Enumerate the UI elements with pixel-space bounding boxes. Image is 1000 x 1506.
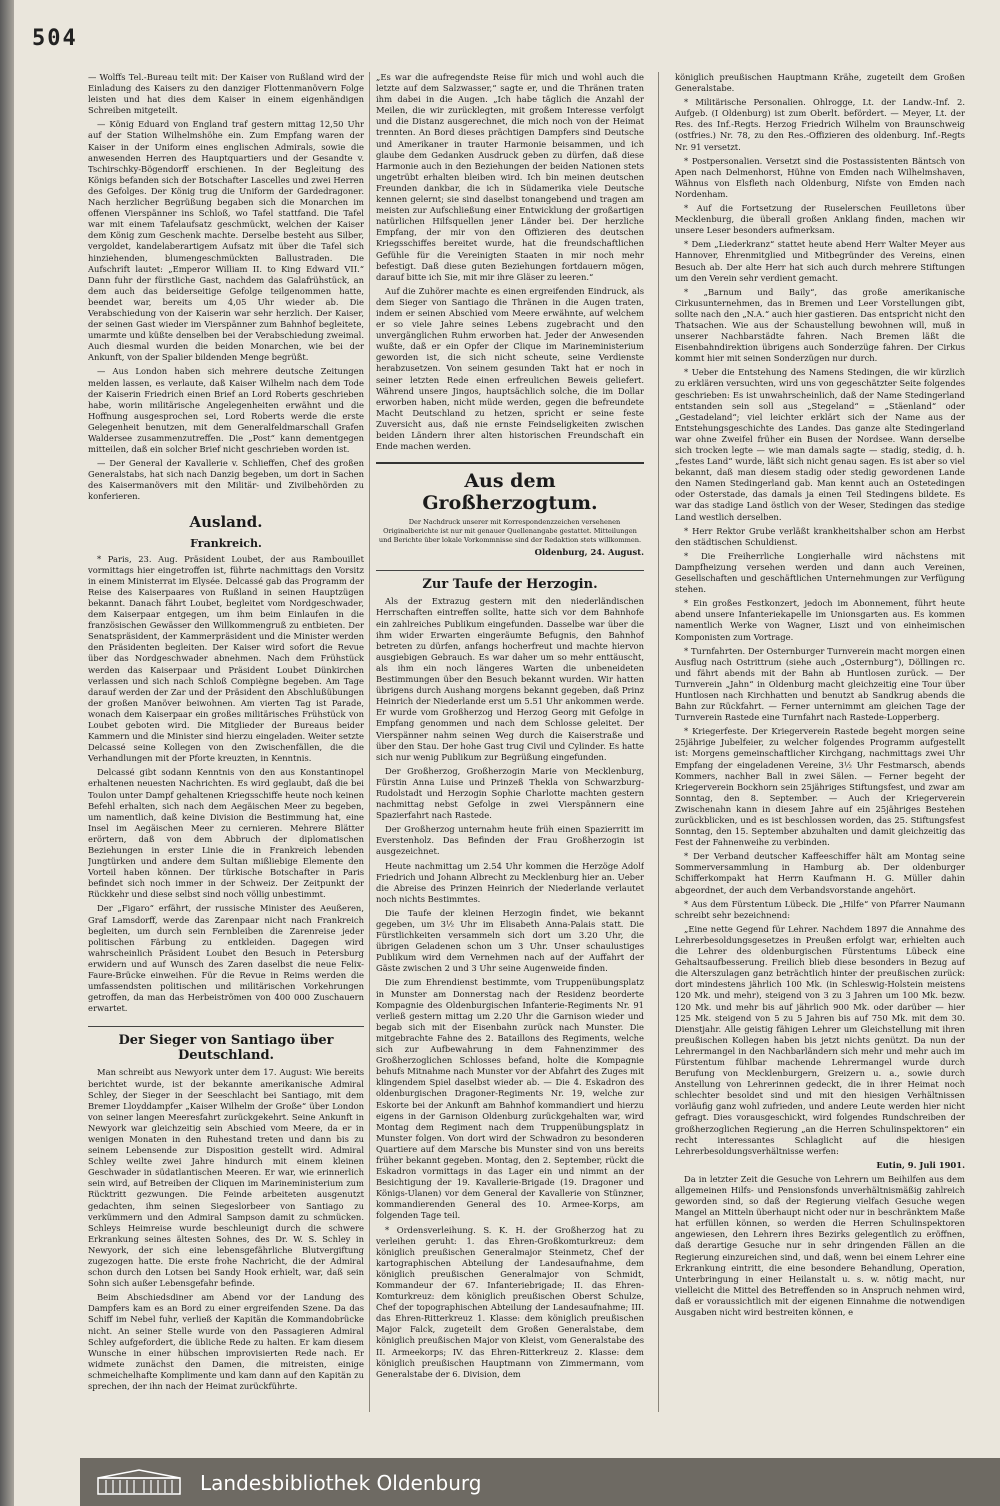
- article-paragraph: * Aus dem Fürstentum Lübeck. Die „Hilfe“ von Pfarrer Naumann schreibt sehr bezeichnend:: [675, 898, 965, 920]
- article-paragraph: * Der Verband deutscher Kaffeeschiffer hält am Montag seine Sommerversammlung in Hamburg ab. Der oldenburger Schifferkompakt hat Herrn Kaufmann H. G. Müller dahin abgeordnet, der auch dem Verbandsvorstande angehört.: [675, 851, 965, 895]
- article-paragraph: „Eine nette Gegend für Lehrer. Nachdem 1897 die Annahme des Lehrerbesoldungsgesetzes in Preußen erfolgt war, erhielten auch die Lehrer des oldenburgischen Fürstentums Lübeck eine Gehaltsaufbesserung. Freilich blieb diese besonders in Bezug auf die Alterszulagen ganz beträchtlich hinter der preußischen zurück: dort mindestens jährlich 100 Mk. (in Schleswig-Holstein meistens 120 Mk. und mehr), steigend von 3 zu 3 Jahren um 100 Mk. bezw. 120 Mk. und mehr bis auf jährlich 900 Mk. oder darüber — hier 125 Mk. steigend von 5 zu 5 Jahren bis auf 750 Mk. mit dem 30. Dienstjahr. Alle geistig fähigen Lehrer um Gleichstellung mit ihren preußischen Kollegen haben bis jetzt nichts genützt. Da nun der Lehrermangel in den Nachbarländern sich mehr und mehr auch im Fürstentum fühlbar machende Lehrermangel wurde durch Berufung von Mecklenburgern, Greizern u. a., sowie durch Anstellung von Lehrerinnen gedeckt, die in ihrer Heimat noch schlechter besoldet sind und mit den hiesigen Verhältnissen vorläufig ganz wohl zufrieden, und andere Leute werden hier nicht gefragt. Dies vorausgeschickt, wird folgendes Rundschreiben der großherzoglichen Regierung „an die Herren Schulinspektoren“ ein recht interessantes Schlaglicht auf die hiesigen Lehrerbesoldungsverhältnisse werfen:: [675, 923, 965, 1156]
- article-paragraph: „Es war die aufregendste Reise für mich und wohl auch die letzte auf dem Salzwasser,“ sagte er, und die Thränen traten ihm dabei in die Augen. „Ich habe täglich die Anzahl der Meilen, die wir zurücklegten, mit großem Interesse verfolgt und die Distanz ausgerechnet, die mich noch von der Heimat trennten. An Bord dieses prächtigen Dampfers sind Deutsche und Amerikaner in trauter Harmonie beisammen, und ich glaube dem Gedanken Ausdruck geben zu dürfen, daß diese Harmonie auch in den Beziehungen der beiden Nationen stets ungetrübt erhalten bleiben wird. Ich bin meinen deutschen Freunden dankbar, die ich in Südamerika viele Deutsche kennen gelernt; sie sind daselbst tonangebend und tragen am meisten zur Aufschließung einer Entwicklung der großartigen natürlichen Hilfsquellen jener Länder bei. Der herzliche Empfang, der mir von den Offizieren des deutschen Kriegsschiffes bereitet wurde, hat die freundschaftlichen Gefühle für die Vereinigten Staaten in mir noch mehr befestigt. Daß diese guten Beziehungen fortdauern mögen, darauf bitte ich Sie, mit mir ihre Gläser zu leeren.“: [376, 72, 644, 282]
- reprint-note: Der Nachdruck unserer mit Korrespondenzzeichen versehenen Originalberichte ist nur mit genauer Quellenangabe gestattet. Mitteilungen und Berichte über lokale Vorkommnisse sind der Redaktion stets willkommen.: [378, 518, 642, 544]
- article-paragraph: * Die Freiherrliche Longierhalle wird nächstens mit Dampfheizung versehen werden und dann auch Vereinen, Gesellschaften und geschäftlichen Unternehmungen zur Verfügung stehen.: [675, 550, 965, 595]
- page-number: 504: [32, 26, 78, 51]
- article-paragraph: — Aus London haben sich mehrere deutsche Zeitungen melden lassen, es verlaute, daß Kaiser Wilhelm nach dem Tode der Kaiserin Friedrich einen Brief an Lord Roberts geschrieben habe, worin militärische Angelegenheiten erwähnt und die Hoffnung ausgesprochen sei, Lord Roberts werde die erste Gelegenheit benutzen, mit dem Generalfeldmarschall Grafen Waldersee zusammenzutreffen. Die „Post“ kann dementgegen mitteilen, daß ein solcher Brief nicht geschrieben worden ist.: [88, 366, 364, 455]
- library-building-icon: [96, 1468, 182, 1496]
- article-paragraph: Heute nachmittag um 2.54 Uhr kommen die Herzöge Adolf Friedrich und Johann Albrecht zu Mecklenburg hier an. Ueber die Abreise des Prinzen Heinrich der Niederlande verlautet noch nichts Bestimmtes.: [376, 860, 644, 904]
- column-rule: [658, 72, 659, 1412]
- article-paragraph: — Der General der Kavallerie v. Schlieffen, Chef des großen Generalstabs, hat sich nach Danzig begeben, um dort in Sachen des Kaisermanövers mit den Militär- und Zivilbehörden zu konferieren.: [88, 458, 364, 502]
- article-paragraph: Der „Figaro“ erfährt, der russische Minister des Aeußeren, Graf Lamsdorff, werde das Zarenpaar nicht nach Frankreich begleiten, um durch sein Fernbleiben die Zarenreise jeder politischen Färbung zu entkleiden. Dagegen wird wahrscheinlich Präsident Loubet den Besuch in Petersburg erwidern und auf Wunsch des Zaren daselbst die neue Felix-Faure-Brücke einweihen. Für die Revue in Reims werden die umfassendsten politischen und militärischen Vorkehrungen getroffen, da man das Herbeiströmen von 400 000 Zuschauern erwartet.: [88, 903, 364, 1014]
- headline-taufe-der-herzogin: Zur Taufe der Herzogin.: [376, 570, 644, 592]
- headline-sieger-von-santiago: Der Sieger von Santiago über Deutschland.: [88, 1026, 364, 1063]
- article-paragraph: Auf die Zuhörer machte es einen ergreifenden Eindruck, als dem Sieger von Santiago die Thränen in die Augen traten, indem er seinen Abschied vom Meere erwähnte, auf welchem er so viele Jahre seines Lebens zugebracht und den unvergänglichen Ruhm erworben hat. Jeder der Anwesenden wußte, daß er ein Opfer der Clique im Marineministerium geworden ist, die sich nicht scheute, seine Verdienste herabzusetzen. Von seinem gesunden Takt hat er noch in seiner letzten Rede einen erfreulichen Beweis geliefert. Während unsere Jingos, hauptsächlich solche, die im Dollar erworben haben, nicht müde werden, gegen die befreundete Macht Deutschland zu hetzen, spricht er seine feste Zuversicht aus, daß nie ernste Feindseligkeiten zwischen beiden Ländern ihrer alten historischen Freundschaft ein Ende machen werden.: [376, 285, 644, 452]
- section-heading-ausland: Ausland.: [189, 512, 263, 531]
- article-paragraph: — Wolffs Tel.-Bureau teilt mit: Der Kaiser von Rußland wird der Einladung des Kaisers zu den danziger Flottenmanövern Folge leisten und hat dies dem Kaiser in einem eigenhändigen Schreiben mitgeteilt.: [88, 72, 364, 116]
- article-paragraph: Man schreibt aus Newyork unter dem 17. August: Wie bereits berichtet wurde, ist der bekannte amerikanische Admiral Schley, der Sieger in der Seeschlacht bei Santiago, mit dem Bremer Lloyddampfer „Kaiser Wilhelm der Große“ über London von seiner langen Meeresfahrt zurückgekehrt. Seine Ankunft in Newyork war gleichzeitig sein Abschied vom Meere, da er in wenigen Monaten in den Ruhestand treten und dann bis zu seinem Lebensende zur Disposition gestellt wird. Admiral Schley weilte zwei Jahre hindurch mit einem kleinen Geschwader in südatlantischen Meeren. Er war, wie erinnerlich sein wird, auf Betreiben der Cliquen im Marineministerium zum Rücktritt gezwungen. Die Feinde arbeiteten ausgenutzt gedachten, ihm seinen Siegeslorbeer von Santiago zu verkümmern und den Admiral Sampson damit zu schmücken. Schleys Heimreise wurde beschleunigt durch die schwere Erkrankung seines ältesten Sohnes, des Dr. W. S. Schley in Newyork, der sich eine lebensgefährliche Blutvergiftung zugezogen hatte. Die erste frohe Nachricht, die der Admiral schon durch den Lotsen bei Sandy Hook erhielt, war, daß sein Sohn sich außer Lebensgefahr befinde.: [88, 1067, 364, 1289]
- library-name: Landesbibliothek Oldenburg: [200, 1471, 482, 1495]
- library-footer-bar: [80, 1458, 1000, 1506]
- article-paragraph: Der Großherzog unternahm heute früh einen Spazierritt im Everstenholz. Das Befinden der Frau Großherzogin ist ausgezeichnet.: [376, 824, 644, 857]
- article-paragraph: * Ueber die Entstehung des Namens Stedingen, die wir kürzlich zu erklären versuchten, wird uns von gegeschätzter Seite folgendes geschrieben: Es ist unwahrscheinlich, daß der Name Stedingerland entstanden sein soll aus „Stegeland“ = „Stäenland“ oder „Gestadeland“; viel leichter erklärt sich der Name aus der Entstehungsgeschichte des Landes. Das ganze alte Stedingerland war ohne Zweifel früher ein Busen der Nordsee. Wann derselbe sich trocken legte — wie man damals sagte — stadig, stedig, d. h. „festes Land“ wurde, läßt sich nicht genau sagen. Es ist aber so viel bekannt, daß man diesem stadig oder stedig gewordenen Lande den Namen Stedingerland gab. Man kennt auch an Ostetedingen oder Osterstade, das damals ja einen Teil Stedingens bildete. Es war das stadige Land östlich von der Weser, Stedingen das stedige Land westlich derselben.: [675, 367, 965, 522]
- article-paragraph: Der Großherzog, Großherzogin Marie von Mecklenburg, Fürstin Anna Luise und Prinzeß Thekla von Schwarzburg-Rudolstadt und Herzogin Sophie Charlotte machten gestern nachmittag nebst Gefolge in zwei Vierspännern eine Spazierfahrt nach Rastede.: [376, 765, 644, 821]
- article-paragraph: * Postpersonalien. Versetzt sind die Postassistenten Bäntsch von Apen nach Delmenhorst, Hühne von Emden nach Wilhelmshaven, Wähnus von Elsfleth nach Oldenburg, Nifste von Emden nach Nordenham.: [675, 155, 965, 199]
- column-3: [675, 72, 965, 1412]
- section-heading-grossherzogtum: Aus dem Großherzogtum.: [376, 462, 644, 514]
- article-paragraph: * Ein großes Festkonzert, jedoch im Abonnement, führt heute abend unsere Infanteriekapelle im Unionsgarten aus. Es kommen namentlich Werke von Wagner, Liszt und von einheimischen Komponisten zum Vortrage.: [675, 598, 965, 642]
- article-paragraph: * Herr Rektor Grube verläßt krankheitshalber schon am Herbst den städtischen Schuldienst.: [675, 525, 965, 547]
- article-paragraph: * Auf die Fortsetzung der Ruselerschen Feuilletons über Mecklenburg, die überall großen Anklang finden, machen wir unsere Leser besonders aufmerksam.: [675, 203, 965, 236]
- subheading-frankreich: Frankreich.: [190, 536, 262, 550]
- book-binding-edge: [0, 0, 14, 1506]
- column-1: [88, 72, 364, 1412]
- letter-date: Eutin, 9. Juli 1901.: [876, 1159, 965, 1170]
- article-paragraph: * Kriegerfeste. Der Kriegerverein Rastede begeht morgen seine 25jährige Jubelfeier, zu welcher folgendes Programm aufgestellt ist: Morgens gemeinschaftlicher Kirchgang, nachmittags zwei Uhr Empfang der eingeladenen Vereine, 3½ Uhr Festmarsch, abends Kommers, nachher Ball in zwei Sälen. — Ferner begeht der Kriegerverein Bockhorn sein 25jähriges Stiftungsfest, und zwar am Sonntag, den 8. September. — Auch der Kriegerverein Zwischenahn kann in diesem Jahre auf ein 25jähriges Bestehen zurückblicken, und es ist beschlossen worden, das 25. Stiftungsfest Sonntag, den 15. September abzuhalten und damit gleichzeitig das Fest der Fahnenweihe zu verbinden.: [675, 726, 965, 848]
- article-paragraph: * Dem „Liederkranz“ stattet heute abend Herr Walter Meyer aus Hannover, Ehrenmitglied und Mitbegründer des Vereins, einen Besuch ab. Der alte Herr hat sich auch durch mehrere Stiftungen um den Verein sehr verdient gemacht.: [675, 239, 965, 283]
- column-rule: [369, 72, 370, 1412]
- article-paragraph: Beim Abschiedsdiner am Abend vor der Landung des Dampfers kam es an Bord zu einer ergreifenden Szene. Da das Schiff im Nebel fuhr, verließ der Kapitän die Kommandobrücke nicht. An seiner Stelle wurde von den Passagieren Admiral Schley aufgefordert, die übliche Rede zu halten. Er kam diesem Wunsche in einer hübschen improvisierten Rede nach. Er widmete zunächst den Damen, die mitreisten, einige schmeichelhafte Komplimente und kam dann auf den Kapitän zu sprechen, der ihn nach der Heimat zurückführte.: [88, 1292, 364, 1392]
- column-2: [376, 72, 644, 1412]
- article-paragraph: Delcassé gibt sodann Kenntnis von den aus Konstantinopel erhaltenen neuesten Nachrichten. Es wird geglaubt, daß die bei Toulon unter Dampf gehaltenen Kriegsschiffe heute noch keinen Befehl erhalten, sich nach dem Aegäischen Meer zu begeben, um namentlich, daß keine Division die Bestimmung hat, eine Insel im Aegäischen Meer zu cernieren. Mehrere Blätter erörtern, daß von dem Abbruch der diplomatischen Beziehungen in erster Linie die in Frankreich lebenden Jungtürken und andere dem Sultan mißliebige Elemente den Vorteil haben können. Der türkische Botschafter in Paris befindet sich noch immer in der Schweiz. Der Zeitpunkt der Rückkehr und diese selbst sind noch völlig unbestimmt.: [88, 767, 364, 900]
- article-paragraph: * Turnfahrten. Der Osternburger Turnverein macht morgen einen Ausflug nach Ostrittrum (siehe auch „Osternburg“), Döllingen rc. und fährt abends mit der Bahn ab Huntlosen zurück. — Der Turnverein „Jahn“ in Oldenburg macht gleichzeitig eine Tour über Huntlosen nach Kirchhatten und benutzt ab Sandkrug abends die Bahn zur Rückfahrt. — Ferner unternimmt am gleichen Tage der Turnverein Rastede eine Turnfahrt nach Rastede-Lopperberg.: [675, 645, 965, 723]
- dateline: Oldenburg, 24. August.: [534, 547, 644, 558]
- article-paragraph: Die zum Ehrendienst bestimmte, vom Truppenübungsplatz in Munster am Donnerstag nach der Residenz beorderte Kompagnie des Oldenburgischen Infanterie-Regiments Nr. 91 verließ gestern mittag um 2.20 Uhr die Garnison wieder und begab sich mit der Eisenbahn zurück nach Munster. Die mitgebrachte Fahne des 2. Bataillons des Regiments, welche sich zur Aufbewahrung in dem Fahnenzimmer des Großherzoglichen Schlosses befand, holte die Kompagnie behufs Mitnahme nach Munster vor der Abfahrt des Zuges mit klingendem Spiel daselbst wieder ab. — Die 4. Eskadron des oldenburgischen Dragoner-Regiments Nr. 19, welche zur Eskorte bei der Ankunft am Bahnhof kommandiert und hierzu eigens in der Garnison Oldenburg zurückgehalten war, wird Montag dem Regiment nach dem Truppenübungsplatz in Munster folgen. Von dort wird der Schwadron zu besonderen Quartiere auf dem Marsche bis Munster sind von uns bereits früher bekannt gegeben. Montag, den 2. September, rückt die Eskadron vormittags in das Lager ein und nimmt an der Besichtigung der 19. Kavallerie-Brigade (19. Dragoner und Königs-Ulanen) vor dem General der Kavallerie von Stünzner, kommandierenden General des 10. Armee-Korps, am folgenden Tage teil.: [376, 977, 644, 1221]
- article-paragraph: Da in letzter Zeit die Gesuche von Lehrern um Beihilfen aus dem allgemeinen Hilfs- und Pensionsfonds unverhältnismäßig zahlreich geworden sind, so daß der Regierung vielfach Gesuche wegen Mangel an Mitteln überhaupt nicht oder nur in beschränktem Maße hat erfüllen können, so werden die Herren Schulinspektoren angewiesen, den Lehrern ihres Bezirks gelegentlich zu eröffnen, daß derartige Gesuche nur in sehr dringenden Fällen an die Regierung einzureichen sind, und daß, wenn bei einem Lehrer eine Erkrankung eintritt, die eine besondere Behandlung, Operation, Unterbringung in einer Heilanstalt u. s. w. nötig macht, nur vielleicht die Mittel des Betreffenden so in Anspruch nehmen wird, daß er voraussichtlich mit der eigenen Einnahme die notwendigen Ausgaben nicht wird bestreiten können, e: [675, 1173, 965, 1318]
- article-paragraph: * „Barnum und Baily“, das große amerikanische Cirkusunternehmen, das in Bremen und Leer Vorstellungen gibt, sollte nach den „N.A.“ auch hier gastieren. Das entspricht nicht den Thatsachen. Wie aus der Schaustellung bewohnen will, muß in unserer Nachbarstädte fahren. Nach Bremen läßt die Eisenbahndirektion übrigens auch Sonderzüge fahren. Der Cirkus kommt hier mit seinen Sonderzügen nur durch.: [675, 286, 965, 364]
- article-paragraph: Als der Extrazug gestern mit den niederländischen Herrschaften eintreffen sollte, hatte sich vor dem Bahnhofe ein zahlreiches Publikum eingefunden. Dasselbe war über die ihm wider Erwarten eingeräumte Befugnis, den Bahnhof betreten zu dürfen, anfangs hocherfreut und machte hiervon ausgiebigen Gebrauch. Es war daher um so mehr enttäuscht, als ihm ein noch längeres Warten die unbeneideten Bestimmungen über den Besuch bekannt wurden. Wir hatten übrigens durch Aushang morgens bekannt gegeben, daß Prinz Heinrich der Niederlande erst um 5.51 Uhr ankommen werde. Er wurde vom Großherzog und Herzog Georg mit Gefolge in Empfang genommen und nach dem Schlosse geleitet. Der Vierspänner nahm seinen Weg durch die Kaiserstraße und über den Stau. Der hohe Gast trug Civil und Cylinder. Es hatte sich nur wenig Publikum zur Begrüßung eingefunden.: [376, 596, 644, 762]
- article-paragraph: Die Taufe der kleinen Herzogin findet, wie bekannt gegeben, um 3½ Uhr im Elisabeth Anna-Palais statt. Die Fürstlichkeiten versammeln sich dort um 3.20 Uhr, die übrigen Geladenen schon um 3 Uhr. Unser schaulustiges Publikum wird dem Vernehmen nach auf der Auffahrt der Gäste zwischen 2 und 3 Uhr seine Augenweide finden.: [376, 907, 644, 974]
- article-paragraph: * Militärische Personalien. Ohlrogge, Lt. der Landw.-Inf. 2. Aufgeb. (I Oldenburg) ist zum Oberlt. befördert. — Meyer, Lt. der Res. des Inf.-Regts. Herzog Friedrich Wilhelm von Braunschweig (ostfries.) Nr. 78, zu den Res.-Offizieren des oldenburg. Inf.-Regts Nr. 91 versetzt.: [675, 97, 965, 152]
- article-paragraph: — König Eduard von England traf gestern mittag 12,50 Uhr auf der Station Wilhelmshöhe ein. Zum Empfang waren der Kaiser in der Uniform eines englischen Admirals, sowie die anwesenden Herren des Hauptquartiers und der Gesandte v. Tschirschky-Bögendorff erschienen. In der Begleitung des Königs befanden sich der Botschafter Lascelles und zwei Herren des Gefolges. Der König trug die Uniform der Gardedragoner. Nach herzlicher Begrüßung begaben sich die Monarchen im offenen Vierspänner ins Schloß, wo Tafel stattfand. Die Tafel war mit einem Tafelaufsatz geschmückt, welchen der Kaiser dem König zum Geschenk machte. Derselbe besteht aus Silber, vergoldet, kandelaberartigem Aufsatz mit über die Tafel sich hinziehenden, blumengeschmückten Ballustraden. Die Aufschrift lautet: „Emperor William II. to King Edward VII.“ Dann fuhr der fürstliche Gast, nachdem das Galafrühstück, an dem auch das beiderseitige Gefolge teilgenommen hatte, beendet war, bereits um 4,05 Uhr wieder ab. Die Verabschiedung von der Kaiserin war sehr herzlich. Der Kaiser, der seinen Gast wieder im Vierspänner zum Bahnhof begleitete, umarmte und küßte denselben bei der Verabschiedung zweimal. Auch diesmal wurden die beiden Monarchen, wie bei der Ankunft, von der Spalier bildenden Menge begrüßt.: [88, 119, 364, 363]
- article-paragraph: * Paris, 23. Aug. Präsident Loubet, der aus Rambouillet vormittags hier eingetroffen ist, führte nachmittags den Vorsitz in einem Ministerrat im Elysée. Delcassé gab das Programm der Reise des Kaiserpaares von Rußland in seinen Hauptzügen bekannt. Danach fährt Loubet, begleitet vom Nordgeschwader, dem Kaiserpaar entgegen, um ihm beim Einlaufen in die französischen Gewässer den Willkommengruß zu entbieten. Der Senatspräsident, der Kammerpräsident und die Minister werden den Präsidenten begleiten. Der Kaiser wird sofort die Revue über das Nordgeschwader abnehmen. Nach dem Frühstück werden das Kaiserpaar und Präsident Loubet Dünkirchen verlassen und sich nach Schloß Compiègne begeben. Am Tage darauf werden der Zar und der Präsident den Abschlußübungen der großen Manöver beiwohnen. Am vierten Tag ist Parade, wonach dem Kaiserpaar ein großes militärisches Frühstück von Loubet geboten wird. Die Mitglieder der Bureaus beider Kammern und die Minister sind hierzu eingeladen. Weiter setzte Delcassé seine Kollegen von den Zwischenfällen, die die Verhandlungen mit der Pforte kreuzten, in Kenntnis.: [88, 553, 364, 764]
- article-paragraph: königlich preußischen Hauptmann Krähe, zugeteilt dem Großen Generalstabe.: [675, 72, 965, 94]
- article-paragraph: * Ordensverleihung. S. K. H. der Großherzog hat zu verleihen geruht: 1. das Ehren-Großkomturkreuz: dem königlich preußischen Generalmajor Steinmetz, Chef der kartographischen Abteilung der Landesaufnahme, dem königlich preußischen Generalmajor von Schmidt, Kommandeur der 67. Infanteriebrigade; II. das Ehren-Komturkreuz: dem königlich preußischen Oberst Schulze, Chef der topographischen Abteilung der Landesaufnahme; III. das Ehren-Ritterkreuz 1. Klasse: dem königlich preußischen Major Falck, zugeteilt dem Großen Generalstabe, dem königlich preußischen Major von Kleist, vom Generalstabe des II. Armeekorps; IV. das Ehren-Ritterkreuz 2. Klasse: dem königlich preußischen Hauptmann von Zimmermann, vom Generalstabe der 6. Division, dem: [376, 1224, 644, 1379]
